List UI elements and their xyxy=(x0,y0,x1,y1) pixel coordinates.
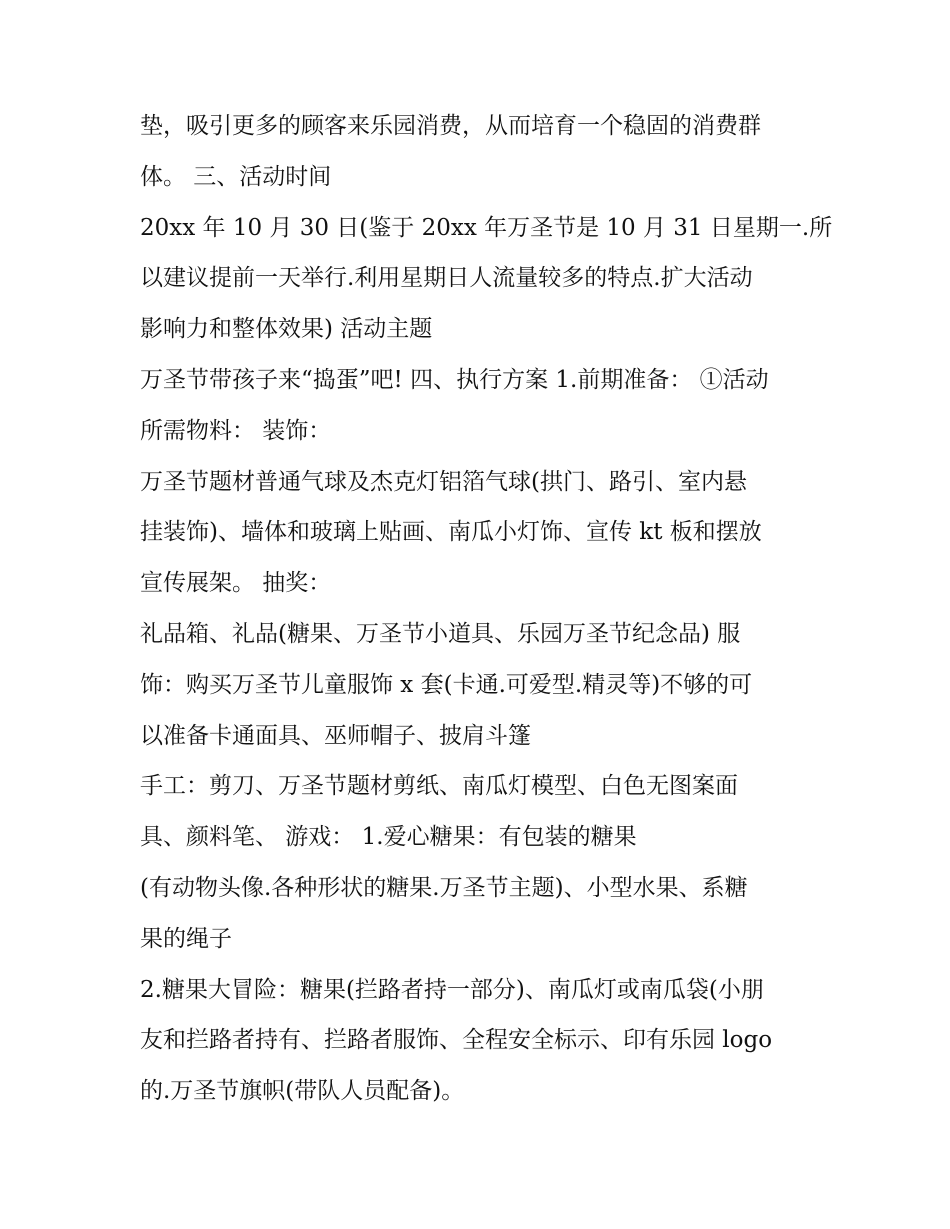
text-line: 果的绳子 xyxy=(140,925,232,952)
text-line: 礼品箱、礼品(糖果、万圣节小道具、乐园万圣节纪念品) 服 xyxy=(140,620,741,647)
text-line: 手工：剪刀、万圣节题材剪纸、南瓜灯模型、白色无图案面 xyxy=(140,773,738,800)
text-line: 万圣节题材普通气球及杰克灯铝箔气球(拱门、路引、室内悬 xyxy=(140,468,747,495)
text-line: 挂装饰)、墙体和玻璃上贴画、南瓜小灯饰、宣传 kt 板和摆放 xyxy=(140,519,762,546)
text-line: 体。 三、活动时间 xyxy=(140,163,332,190)
text-line: 所需物料： 装饰： xyxy=(140,417,332,444)
text-line: 垫，吸引更多的顾客来乐园消费，从而培育一个稳固的消费群 xyxy=(140,113,761,139)
text-line: 20xx 年 10 月 30 日(鉴于 20xx 年万圣节是 10 月 31 日星期一.所 xyxy=(140,214,833,241)
text-line: 影响力和整体效果) 活动主题 xyxy=(140,316,433,343)
text-line: 以建议提前一天举行.利用星期日人流量较多的特点.扩大活动 xyxy=(140,265,753,292)
text-line: 饰：购买万圣节儿童服饰 x 套(卡通.可爱型.精灵等)不够的可 xyxy=(140,671,753,698)
text-line: 以准备卡通面具、巫师帽子、披肩斗篷 xyxy=(140,722,531,749)
text-line: 2.糖果大冒险：糖果(拦路者持一部分)、南瓜灯或南瓜袋(小朋 xyxy=(140,976,764,1003)
text-line: 的.万圣节旗帜(带队人员配备)。 xyxy=(140,1078,465,1105)
body-text xyxy=(140,101,833,1117)
text-line: 具、颜料笔、 游戏： 1.爱心糖果：有包装的糖果 xyxy=(140,824,637,851)
text-line: 友和拦路者持有、拦路者服饰、全程安全标示、印有乐园 logo xyxy=(140,1027,773,1054)
text-line: 万圣节带孩子来“捣蛋”吧! 四、执行方案 1.前期准备： ①活动 xyxy=(140,366,769,393)
text-line: 宣传展架。 抽奖： xyxy=(140,570,332,597)
text-line: (有动物头像.各种形状的糖果.万圣节主题)、小型水果、系糖 xyxy=(140,874,748,901)
